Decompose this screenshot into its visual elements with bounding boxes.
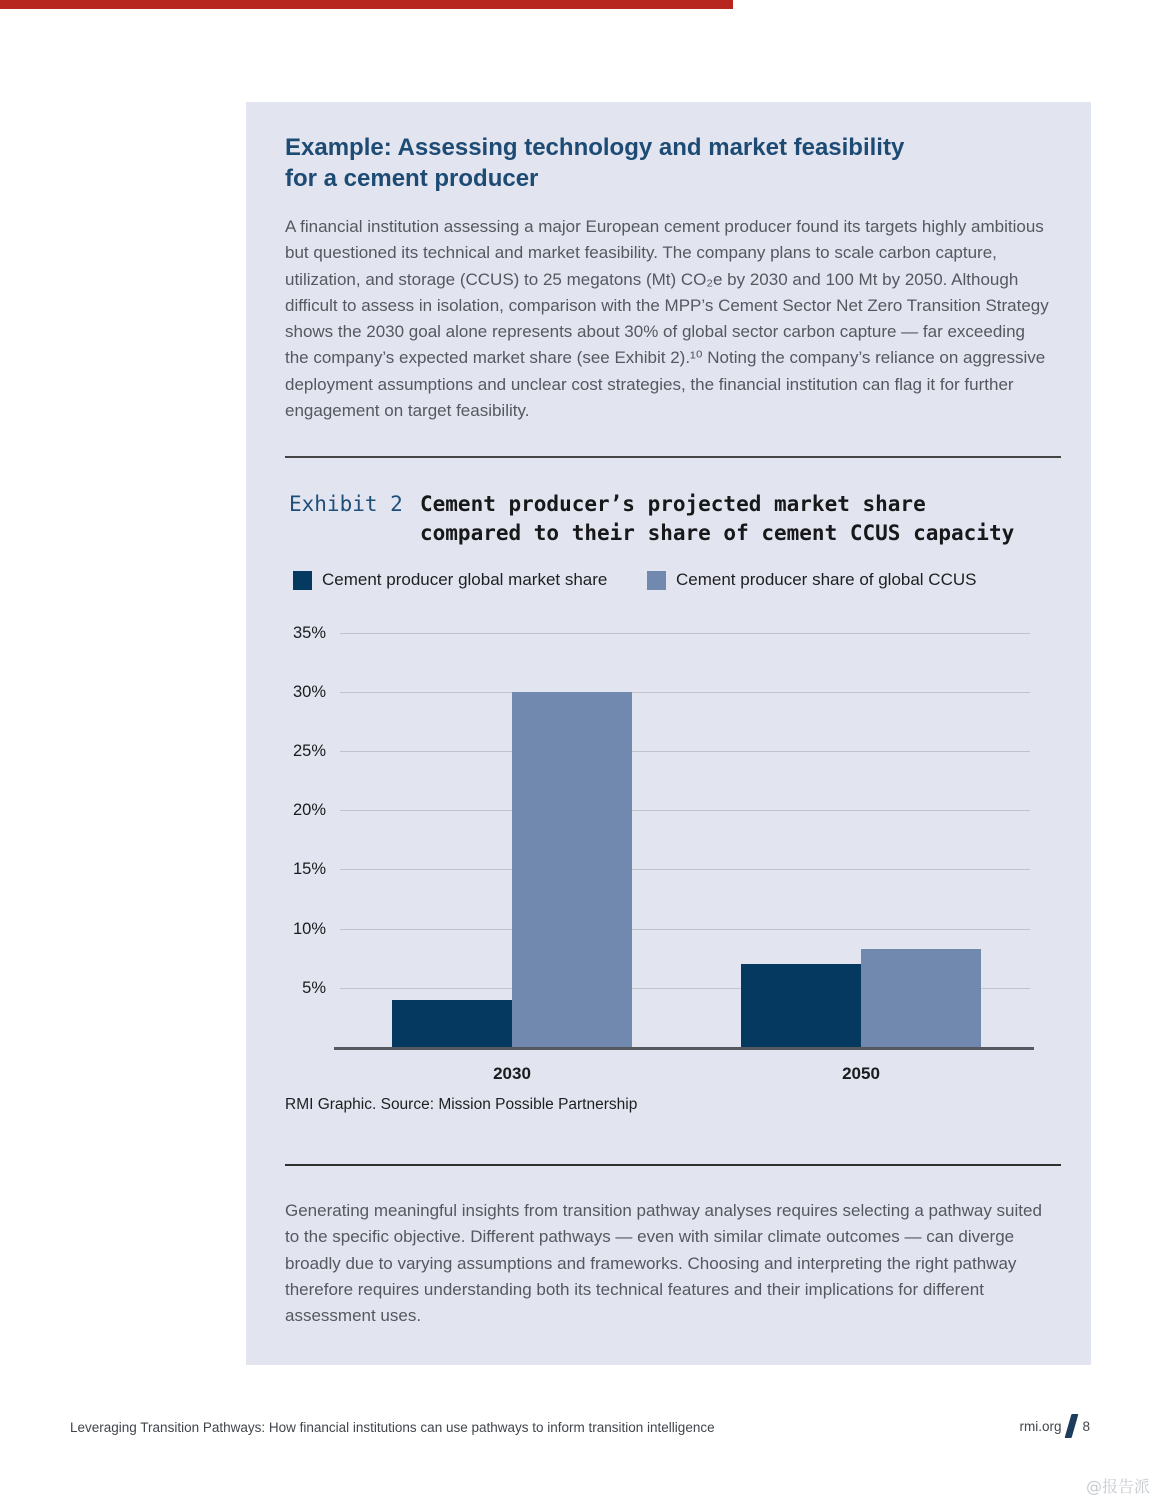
divider-above-exhibit	[285, 456, 1061, 458]
y-axis-tick-label: 35%	[292, 623, 326, 642]
y-axis-tick-label: 5%	[302, 978, 326, 997]
example-heading	[285, 132, 1005, 194]
footer-page-number: 8	[1082, 1418, 1090, 1434]
x-axis-category-label: 2050	[842, 1064, 880, 1083]
exhibit-label: Exhibit 2	[289, 492, 403, 516]
y-axis-tick-label: 25%	[292, 742, 326, 760]
example-heading-line2: for a cement producer	[285, 165, 539, 192]
exhibit-title-line1: Cement producer’s projected market share	[420, 492, 926, 516]
example-paragraph: A financial institution assessing a major European cement producer found its targets highly ambitious but questioned its technical and market feasibility. The company plans to scale carbon capture, utilization, and storage (CCUS) to 25 megatons (Mt) CO₂e by 2030 and 100 Mt by 2050. Although difficult to assess in isolation, comparison with the MPP’s Cement Sector Net Zero Transition Strategy shows the 2030 goal alone represents about 30% of global sector carbon capture — far exceeding the company’s expected market share (see Exhibit 2).¹⁰ Noting the company’s reliance on aggressive deployment assumptions and unclear cost strategies, the financial institution can flag it for further engagement on target feasibility.	[285, 217, 1049, 421]
y-axis-tick-label: 30%	[292, 682, 326, 701]
footer-document-title: Leveraging Transition Pathways: How financial institutions can use pathways to inform transition intelligence	[70, 1420, 715, 1435]
gridline	[340, 692, 1030, 693]
legend-item-1	[293, 570, 607, 590]
chart-legend	[246, 570, 1091, 596]
divider-below-exhibit	[285, 1164, 1061, 1166]
bar-2050-series1	[741, 964, 861, 1047]
bar-2050-series2	[861, 949, 981, 1047]
footer-site-link[interactable]: rmi.org	[1019, 1418, 1062, 1434]
exhibit-title-line2: compared to their share of cement CCUS capacity	[420, 520, 1015, 545]
footer-right	[1019, 1414, 1090, 1438]
closing-paragraph: Generating meaningful insights from transition pathway analyses requires selecting a pathway suited to the specific objective. Different pathways — even with similar climate outcomes — can diverge broadly due to varying assumptions and frameworks. Choosing and interpreting the right pathway therefore requires understanding both its technical features and their implications for different assessment uses.	[285, 1201, 1042, 1326]
x-axis-line	[334, 1047, 1034, 1050]
legend-label-1: Cement producer global market share	[322, 570, 608, 589]
legend-swatch-2	[647, 571, 666, 590]
y-axis-tick-label: 10%	[292, 919, 326, 938]
rmi-slash-logo	[1065, 1414, 1079, 1438]
y-axis-tick-label: 15%	[292, 860, 326, 879]
gridline	[340, 929, 1030, 930]
exhibit-title	[420, 490, 1070, 547]
example-heading-line1: Example: Assessing technology and market feasibility	[285, 134, 905, 161]
bar-2030-series1	[392, 1000, 512, 1047]
bar-2030-series2	[512, 692, 632, 1047]
gridline	[340, 633, 1030, 634]
gridline	[340, 751, 1030, 752]
legend-swatch-1	[293, 571, 312, 590]
bar-chart	[246, 620, 1091, 1090]
watermark: @报告派	[1085, 1477, 1150, 1496]
legend-item-2	[647, 570, 976, 590]
chart-source: RMI Graphic. Source: Mission Possible Partnership	[285, 1096, 638, 1113]
gridline	[340, 810, 1030, 811]
legend-label-2: Cement producer share of global CCUS	[676, 570, 977, 589]
y-axis-tick-label: 20%	[292, 801, 326, 820]
example-panel	[246, 102, 1091, 1365]
x-axis-category-label: 2030	[493, 1064, 531, 1083]
gridline	[340, 869, 1030, 870]
top-accent-bar	[0, 0, 733, 9]
